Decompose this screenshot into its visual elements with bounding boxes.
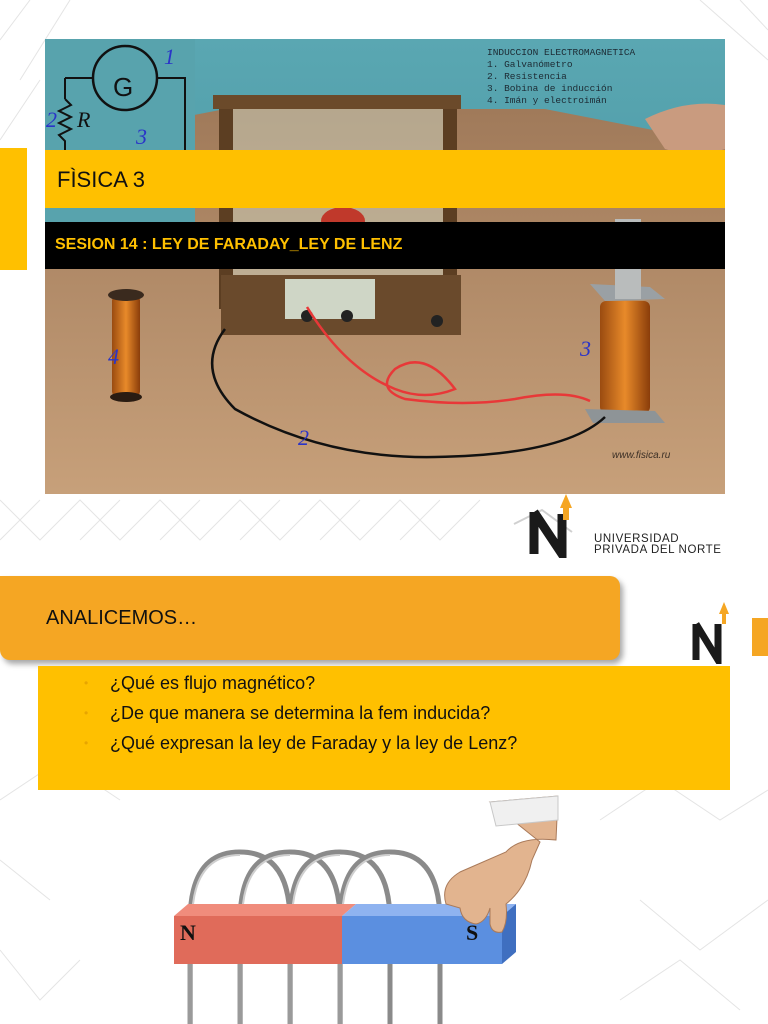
magnet-north-label: N: [180, 920, 196, 945]
photo-label-wire: 2: [298, 425, 309, 450]
university-name-line1: UNIVERSIDAD: [594, 533, 680, 545]
analyze-heading-box: [0, 576, 620, 660]
question-item: • ¿Qué expresan la ley de Faraday y la ley de Lenz?: [84, 732, 517, 762]
analyze-heading: ANALICEMOS…: [46, 607, 198, 629]
galvanometer-symbol: G: [113, 72, 134, 102]
course-title-bar: [45, 150, 725, 208]
caption-line: 4. Imán y electroimán: [487, 95, 607, 106]
caption-line: 3. Bobina de inducción: [487, 83, 613, 94]
course-title: FÌSICA 3: [57, 167, 146, 192]
session-subtitle-bar: [45, 222, 725, 269]
questions-list: [84, 672, 517, 762]
photo-credit: www.fisica.ru: [612, 450, 671, 461]
question-item: • ¿De que manera se determina la fem inducida?: [84, 702, 517, 732]
university-name: [594, 534, 722, 556]
university-name-line2: PRIVADA DEL NORTE: [594, 544, 722, 556]
photo-label-2: 2: [46, 107, 57, 132]
caption-line: INDUCCION ELECTROMAGNETICA: [487, 47, 636, 58]
university-logo-small-icon: [688, 598, 736, 664]
photo-caption: [487, 47, 712, 107]
photo-label-magnet: 4: [108, 344, 119, 369]
magnet-coil-illustration: [160, 792, 580, 1024]
photo-label-3: 3: [136, 124, 147, 149]
right-accent-bar: [752, 618, 768, 656]
session-subtitle: SESION 14 : LEY DE FARADAY_LEY DE LENZ: [55, 236, 403, 253]
caption-line: 2. Resistencia: [487, 71, 567, 82]
question-item: • ¿Qué es flujo magnético?: [84, 672, 517, 702]
left-accent-bar: [0, 148, 27, 270]
resistor-symbol: R: [77, 107, 91, 132]
photo-label-coil: 3: [580, 336, 591, 361]
photo-label-1: 1: [164, 44, 175, 69]
magnet-south-label: S: [466, 920, 479, 945]
caption-line: 1. Galvanómetro: [487, 59, 573, 70]
questions-box: [38, 666, 730, 790]
